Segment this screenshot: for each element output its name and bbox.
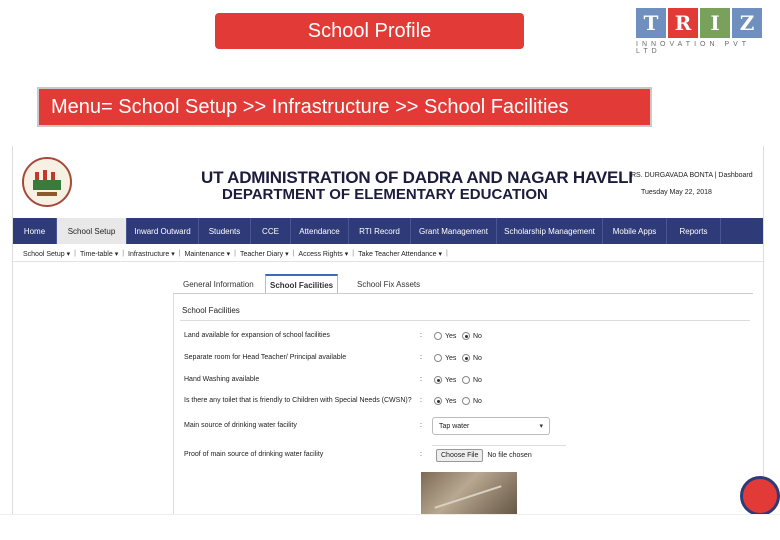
nav-grant-management[interactable]: Grant Management: [411, 218, 497, 244]
radio-yes[interactable]: Yes: [434, 376, 456, 384]
submenu-time-table[interactable]: Time-table ▾: [79, 250, 119, 258]
tab-general-information[interactable]: General Information: [183, 279, 254, 289]
main-navbar: [13, 218, 764, 244]
header-subtitle: DEPARTMENT OF ELEMENTARY EDUCATION: [222, 186, 548, 203]
row-label: Is there any toilet that is friendly to Children with Special Needs (CWSN)?: [184, 397, 412, 404]
radio-button[interactable]: [462, 332, 470, 340]
logo-letter: T: [636, 8, 666, 38]
nav-rti-record[interactable]: RTI Record: [349, 218, 411, 244]
company-logo: [636, 8, 776, 54]
submenu-take-teacher-attendance[interactable]: Take Teacher Attendance ▾: [358, 250, 443, 258]
radio-no[interactable]: No: [462, 354, 482, 362]
tab-school-facilities[interactable]: School Facilities: [265, 274, 338, 294]
nav-students[interactable]: Students: [199, 218, 251, 244]
panel-title: School Facilities: [182, 306, 240, 315]
radio-button[interactable]: [462, 376, 470, 384]
submenu-infrastructure[interactable]: Infrastructure ▾: [128, 250, 175, 258]
radio-no[interactable]: No: [462, 397, 482, 405]
nav-mobile-apps[interactable]: Mobile Apps: [603, 218, 667, 244]
radio-button[interactable]: [434, 397, 442, 405]
choose-file-button[interactable]: Choose File: [436, 449, 483, 462]
submenu-school-setup[interactable]: School Setup ▾: [23, 250, 71, 258]
row-label: Main source of drinking water facility: [184, 422, 297, 429]
submenu-teacher-diary[interactable]: Teacher Diary ▾: [239, 250, 289, 258]
chevron-down-icon: ▾: [539, 423, 543, 430]
radio-no[interactable]: No: [462, 332, 482, 340]
menu-path-banner: Menu= School Setup >> Infrastructure >> School Facilities: [39, 89, 650, 125]
user-info[interactable]: RS. DURGAVADA BONTA | Dashboard: [631, 172, 753, 179]
emblem-icon: [21, 152, 73, 212]
row-label: Land available for expansion of school facilities: [184, 332, 330, 339]
slide-title: School Profile: [215, 13, 524, 49]
sub-menu-bar: School Setup ▾ | Time-table ▾ | Infrastructure ▾ | Maintenance ▾ | Teacher Diary ▾ | Access Rights ▾ | Take Teacher Attendance ▾ |: [13, 246, 764, 262]
logo-subtitle: INNOVATION PVT LTD: [636, 41, 750, 55]
radio-yes[interactable]: Yes: [434, 354, 456, 362]
radio-button[interactable]: [462, 354, 470, 362]
bottom-strip: [0, 514, 780, 540]
nav-attendance[interactable]: Attendance: [291, 218, 349, 244]
nav-school-setup[interactable]: School Setup: [57, 218, 127, 244]
radio-yes[interactable]: Yes: [434, 332, 456, 340]
nav-inward-outward[interactable]: Inward Outward: [127, 218, 199, 244]
submenu-access-rights[interactable]: Access Rights ▾: [298, 250, 349, 258]
header-title: UT ADMINISTRATION OF DADRA AND NAGAR HAVELI: [201, 168, 633, 187]
row-label: Hand Washing available: [184, 376, 260, 383]
logo-letter: R: [668, 8, 698, 38]
tab-strip: [173, 274, 613, 294]
nav-home[interactable]: Home: [13, 218, 57, 244]
water-source-select[interactable]: Tap water ▾: [432, 417, 550, 435]
row-label: Proof of main source of drinking water facility: [184, 451, 324, 458]
app-screenshot: [12, 146, 764, 518]
header-date: Tuesday May 22, 2018: [641, 189, 712, 196]
radio-button[interactable]: [434, 376, 442, 384]
tab-school-fix-assets[interactable]: School Fix Assets: [357, 279, 421, 289]
nav-reports[interactable]: Reports: [667, 218, 721, 244]
water-proof-photo: [421, 472, 517, 518]
submenu-maintenance[interactable]: Maintenance ▾: [184, 250, 231, 258]
scroll-button[interactable]: [740, 476, 780, 516]
nav-scholarship-management[interactable]: Scholarship Management: [497, 218, 603, 244]
logo-letter: Z: [732, 8, 762, 38]
radio-button[interactable]: [434, 354, 442, 362]
panel-divider: [180, 320, 750, 321]
file-status: No file chosen: [487, 452, 532, 459]
nav-cce[interactable]: CCE: [251, 218, 291, 244]
file-upload: [432, 445, 566, 465]
radio-button[interactable]: [434, 332, 442, 340]
radio-button[interactable]: [462, 397, 470, 405]
school-facilities-panel: School Facilities Land available for expansion of school facilities : Yes No Separate room for Head Teacher/ Principal available : Yes No Hand Washing available : Yes No Is there any toilet that is friendly to Children with Special Needs (CWSN)? : Yes No Main source of drinking water facility : Tap water ▾ Proof of main source of drinking water facility : Choose File No file chosen: [173, 294, 753, 518]
row-label: Separate room for Head Teacher/ Principal available: [184, 354, 347, 361]
radio-no[interactable]: No: [462, 376, 482, 384]
radio-yes[interactable]: Yes: [434, 397, 456, 405]
logo-letter: I: [700, 8, 730, 38]
